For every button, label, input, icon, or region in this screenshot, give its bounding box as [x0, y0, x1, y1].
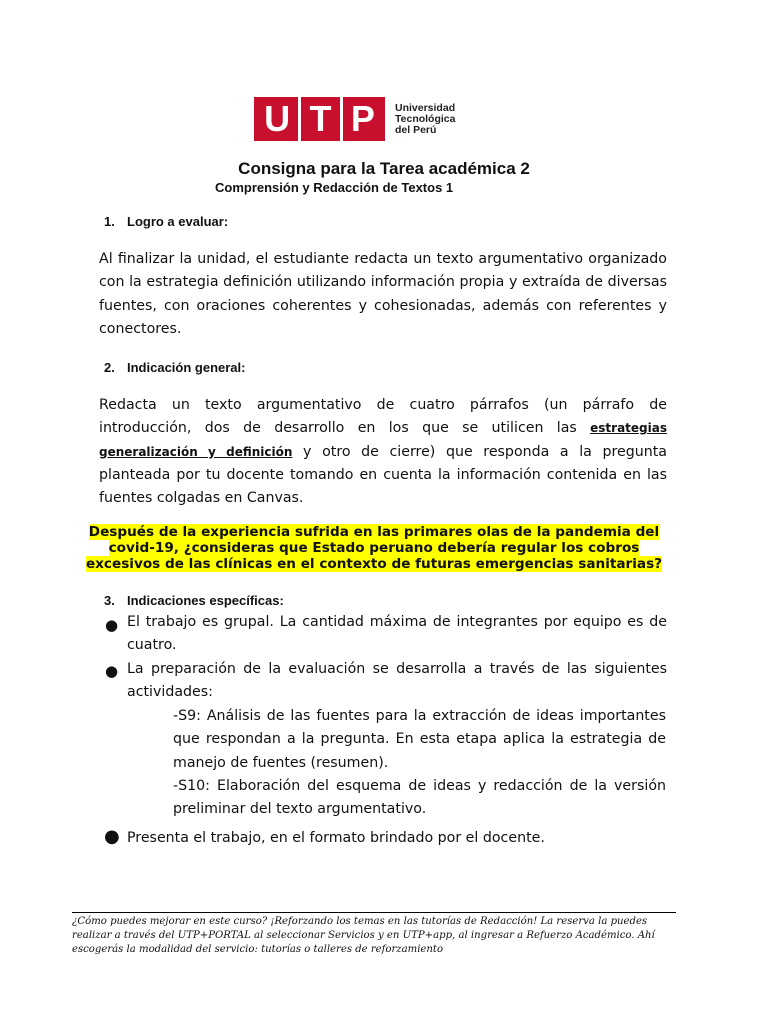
- logo-letter-p: P: [350, 98, 375, 139]
- section-1-heading: [104, 214, 228, 230]
- utp-logo-mark: [254, 97, 385, 141]
- logo-separator: [340, 97, 343, 141]
- question-line: Después de la experiencia sufrida en las primares olas de la pandemia del: [88, 524, 660, 540]
- footer-note: [72, 915, 678, 957]
- question-line: excesivos de las clínicas en el contexto de futuras emergencias sanitarias?: [85, 556, 663, 572]
- section-number: 1.: [104, 214, 115, 229]
- list-item: Presenta el trabajo, en el formato brindado por el docente.: [127, 830, 545, 846]
- list-item: El trabajo es grupal. La cantidad máxima de integrantes por equipo es de cuatro.: [127, 614, 667, 654]
- strategies-emphasis: estrategias generalización y definición: [99, 421, 667, 459]
- footer-line: realizar a través del UTP+PORTAL al seleccionar Servicios y en UTP+app, al ingresar a Refuerzo Académico. Ahí: [72, 930, 655, 941]
- bullet-icon: ●: [105, 662, 119, 680]
- logo-letter-u: U: [264, 98, 291, 139]
- logo-text-line: Universidad: [395, 101, 456, 114]
- section-number: 2.: [104, 360, 115, 375]
- document-title: Consigna para la Tarea académica 2: [238, 159, 530, 178]
- section-1-body: Al finalizar la unidad, el estudiante redacta un texto argumentativo organizado con la estrategia definición utilizando información propia y extraída de diversas fuentes, con oraciones coherentes y cohesionadas, además con referentes y conectores.: [99, 251, 667, 337]
- section-number: 3.: [104, 593, 115, 608]
- bullet-icon: ●: [105, 616, 119, 634]
- logo-text-line: Tecnológica: [395, 112, 456, 125]
- list-item: La preparación de la evaluación se desarrolla a través de las siguientes actividades:: [127, 661, 667, 701]
- logo-separator: [298, 97, 301, 141]
- logo-letter-t: T: [309, 98, 332, 139]
- section-heading-text: Indicación general:: [127, 360, 246, 375]
- logo-text-line: del Perú: [395, 123, 437, 136]
- sub-item-s9: -S9: Análisis de las fuentes para la extracción de ideas importantes que respondan a la pregunta. En esta etapa aplica la estrategia de manejo de fuentes (resumen).: [173, 708, 666, 771]
- bullet-icon: ●: [104, 826, 120, 847]
- section-2-heading: [104, 360, 245, 376]
- body-text: Redacta un texto argumentativo de cuatro párrafos (un párrafo de introducción, dos de desarrollo en los que se utilicen las: [99, 397, 667, 437]
- question-line: covid-19, ¿consideras que Estado peruano debería regular los cobros: [108, 540, 640, 556]
- utp-logo: [254, 97, 455, 141]
- footer-divider: [72, 912, 676, 913]
- logo-wordmark: [395, 103, 455, 136]
- document-subtitle: Comprensión y Redacción de Textos 1: [215, 180, 454, 195]
- sub-item-s10: -S10: Elaboración del esquema de ideas y redacción de la versión preliminar del texto argumentativo.: [173, 778, 666, 818]
- section-2-body: [99, 394, 667, 510]
- footer-line: escogerás la modalidad del servicio: tutorías o talleres de reforzamiento: [72, 944, 444, 955]
- section-3-heading: [104, 593, 284, 609]
- section-heading-text: Indicaciones específicas:: [127, 593, 284, 608]
- footer-line: ¿Cómo puedes mejorar en este curso? ¡Reforzando los temas en las tutorías de Redacción! La reserva la puedes: [72, 916, 648, 927]
- guiding-question: [68, 524, 680, 572]
- body-text: y otro de cierre) que responda a la pregunta planteada por tu docente tomando en cuenta la información contenida en las fuentes colgadas en Canvas.: [99, 443, 667, 507]
- section-heading-text: Logro a evaluar:: [127, 214, 229, 229]
